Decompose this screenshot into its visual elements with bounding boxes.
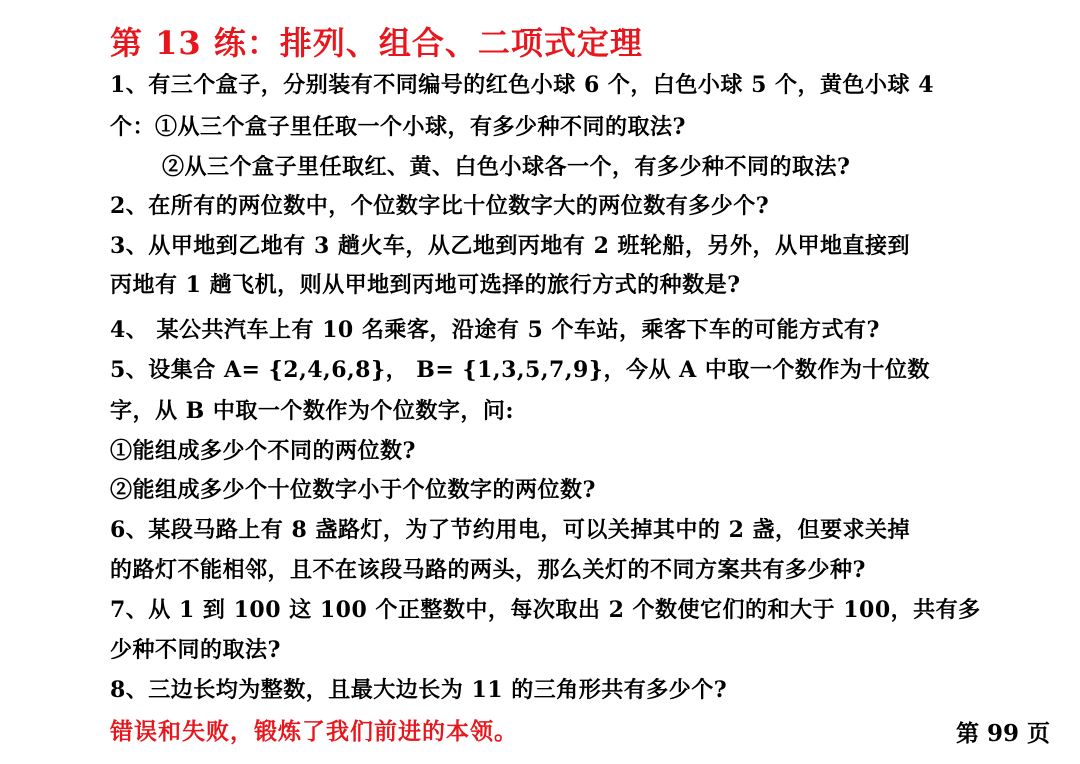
problem-5-line-3: ①能组成多少个不同的两位数? [110,438,416,464]
problem-8-line-1: 8、三边长均为整数，且最大边长为 11 的三角形共有多少个? [110,677,728,703]
problem-1-line-1: 1、有三个盒子，分别装有不同编号的红色小球 6 个，白色小球 5 个，黄色小球 4 [110,72,935,98]
problem-6-line-1: 6、某段马路上有 8 盏路灯，为了节约用电，可以关掉其中的 2 盏，但要求关掉 [110,517,911,543]
problem-6-line-2: 的路灯不能相邻，且不在该段马路的两头，那么关灯的不同方案共有多少种? [110,557,866,583]
page-number: 第 99 页 [956,720,1051,747]
problem-5-line-4: ②能组成多少个十位数字小于个位数字的两位数? [110,477,596,503]
page-title: 第 13 练：排列、组合、二项式定理 [110,24,643,62]
footer-motto: 错误和失败，锻炼了我们前进的本领。 [110,718,518,745]
problem-4-line-1: 4、 某公共汽车上有 10 名乘客，沿途有 5 个车站，乘客下车的可能方式有? [110,317,880,343]
problem-1-line-3: ②从三个盒子里任取红、黄、白色小球各一个，有多少种不同的取法? [162,154,851,180]
problem-7-line-1: 7、从 1 到 100 这 100 个正整数中，每次取出 2 个数使它们的和大于 100，共有多 [110,597,981,623]
problem-3-line-1: 3、从甲地到乙地有 3 趟火车，从乙地到丙地有 2 班轮船，另外，从甲地直接到 [110,233,911,259]
problem-2-line-1: 2、在所有的两位数中，个位数字比十位数字大的两位数有多少个? [110,193,770,219]
problem-7-line-2: 少种不同的取法? [110,637,281,663]
problem-5-line-1: 5、设集合 A= {2,4,6,8}， B= {1,3,5,7,9}，今从 A 中取一个数作为十位数 [110,357,930,383]
problem-1-line-2: 个：①从三个盒子里任取一个小球，有多少种不同的取法? [110,114,686,140]
problem-5-line-2: 字，从 B 中取一个数作为个位数字，问: [110,398,515,424]
problem-3-line-2: 丙地有 1 趟飞机，则从甲地到丙地可选择的旅行方式的种数是? [110,272,741,298]
